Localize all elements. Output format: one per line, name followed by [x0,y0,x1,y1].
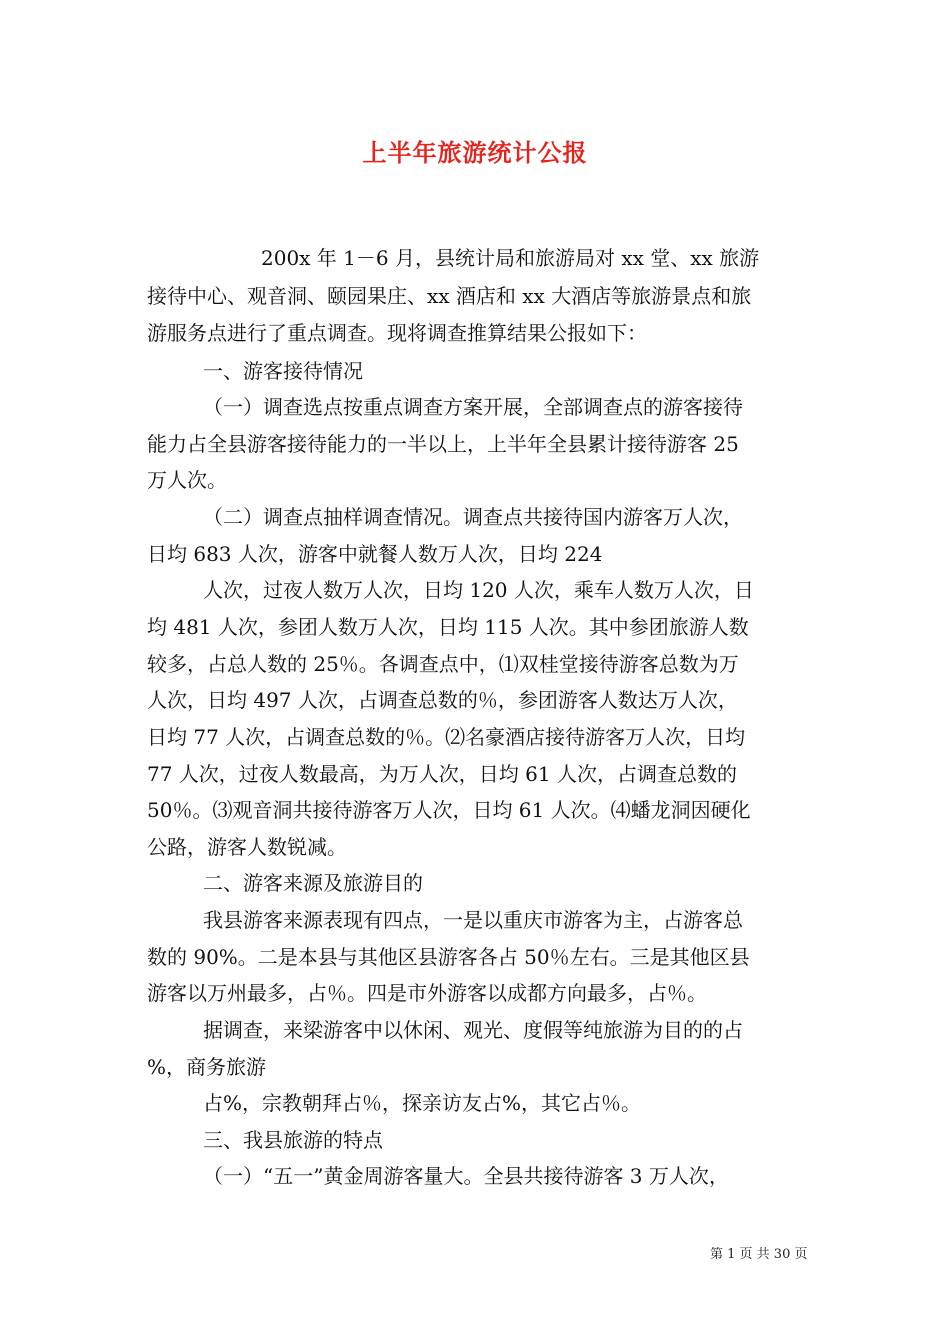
paragraph-line: %，商务旅游 [147,1055,267,1079]
paragraph-line: 能力占全县游客接待能力的一半以上，上半年全县累计接待游客 25 [147,432,739,456]
paragraph-line: 游服务点进行了重点调查。现将调查推算结果公报如下： [147,321,647,345]
paragraph-line: 日均 77 人次，占调查总数的％。⑵名豪酒店接待游客万人次，日均 [147,725,746,749]
paragraph-line: 人次，过夜人数万人次，日均 120 人次，乘车人数万人次，日 [203,578,754,602]
paragraph-line: （二）调查点抽样调查情况。调查点共接待国内游客万人次， [203,505,743,529]
paragraph-line: 200x 年 1－6 月，县统计局和旅游局对 xx 堂、xx 旅游 [261,246,760,270]
paragraph-line: 较多，占总人数的 25％。各调查点中，⑴双桂堂接待游客总数为万 [147,652,739,676]
paragraph-line: 据调查，来梁游客中以休闲、观光、度假等纯旅游为目的的占 [203,1018,743,1042]
paragraph-line: 日均 683 人次，游客中就餐人数万人次，日均 224 [147,542,603,566]
paragraph-line: 公路，游客人数锐减。 [147,835,347,859]
paragraph-line: 人次，日均 497 人次，占调查总数的％，参团游客人数达万人次， [147,688,738,712]
paragraph-line: 数的 90%。二是本县与其他区县游客各占 50％左右。三是其他区县 [147,945,750,969]
section-heading: 一、游客接待情况 [203,359,363,383]
section-heading: 二、游客来源及旅游目的 [203,871,423,895]
paragraph-line: 77 人次，过夜人数最高，为万人次，日均 61 人次，占调查总数的 [147,762,737,786]
paragraph-line: 50％。⑶观音洞共接待游客万人次，日均 61 人次。⑷蟠龙洞因硬化 [147,798,751,822]
paragraph-line: 占%，宗教朝拜占％，探亲访友占%，其它占％。 [203,1091,642,1115]
page-title: 上半年旅游统计公报 [362,138,588,167]
paragraph-line: 游客以万州最多，占％。四是市外游客以成都方向最多，占％。 [147,981,707,1005]
paragraph-line: 我县游客来源表现有四点，一是以重庆市游客为主，占游客总 [203,908,743,932]
page-number: 第 1 页 共 30 页 [710,1247,808,1262]
paragraph-line: 均 481 人次，参团人数万人次，日均 115 人次。其中参团旅游人数 [147,615,749,639]
paragraph-line: （一）“五一”黄金周游客量大。全县共接待游客 3 万人次， [203,1164,729,1188]
paragraph-line: 万人次。 [147,468,227,492]
paragraph-line: （一）调查选点按重点调查方案开展，全部调查点的游客接待 [203,395,743,419]
section-heading: 三、我县旅游的特点 [203,1128,383,1152]
paragraph-line: 接待中心、观音洞、颐园果庄、xx 酒店和 xx 大酒店等旅游景点和旅 [147,284,752,308]
